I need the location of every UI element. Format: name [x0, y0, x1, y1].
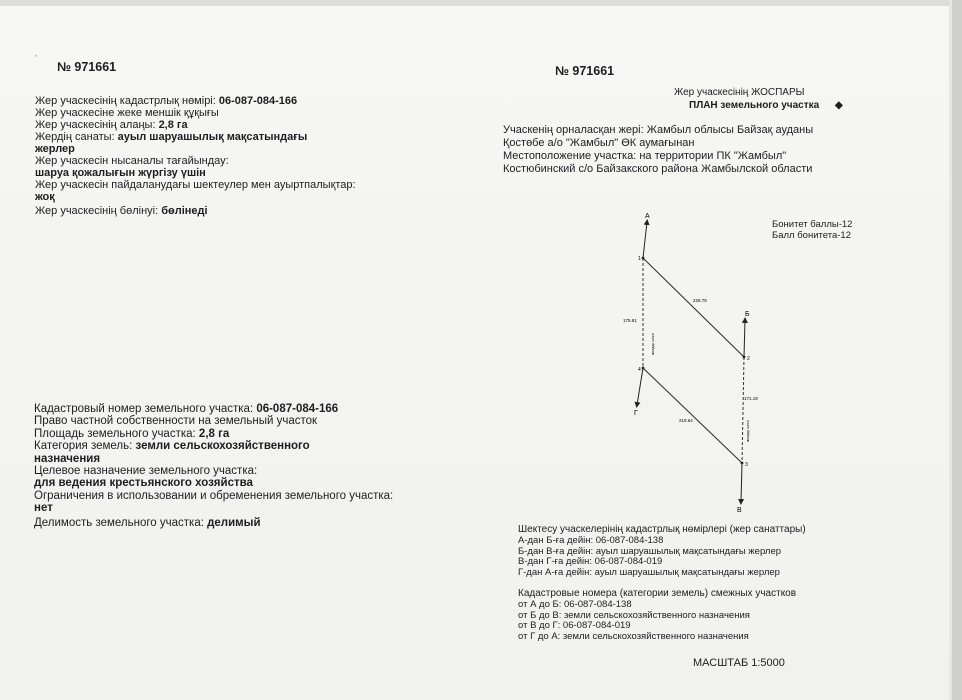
corner-dot-2 — [743, 356, 746, 359]
info-line-kz-9: жоқ — [35, 191, 55, 203]
info-line-ru-1: Кадастровый номер земельного участка: 06-087-084-166 — [34, 403, 339, 415]
corner-dot-3 — [741, 462, 744, 465]
road-label-left: жолдар шекті — [651, 333, 655, 355]
info-line-kz-8: Жер учаскесін пайдаланудағы шектеулер мен ауыртпалықтар: — [35, 179, 356, 191]
adjacent-ru-2: от Б до В: земли сельскохозяйственного назначения — [518, 609, 750, 621]
info-line-kz-4: Жердің санаты: ауыл шаруашылық мақсатындағы — [35, 131, 308, 143]
location-line-3: Местоположение участка: на территории ПК "Жамбыл" — [503, 150, 787, 162]
edge-length-2-3: 171.19 — [744, 396, 758, 401]
corner-label-2: 2 — [747, 356, 750, 362]
road-label-right: жолдар шекті — [746, 420, 750, 442]
adjacent-kz-1: А-дан Б-ға дейін: 06-087-084-138 — [518, 535, 664, 546]
plan-title-kz: Жер учаскесінің ЖОСПАРЫ — [674, 87, 805, 98]
info-line-ru-7: для ведения крестьянского хозяйства — [34, 477, 253, 490]
adjacent-ru-3: от В до Г: 06-087-084-019 — [518, 620, 631, 632]
bonitet-kz: Бонитет баллы-12 — [772, 219, 853, 230]
info-line-kz-2: Жер учаскесіне жеке меншік құқығы — [35, 107, 219, 119]
certificate-number-left: № 971661 — [57, 60, 117, 74]
edge-length-4-3: 219.64 — [679, 418, 693, 423]
corner-dot-1 — [642, 257, 645, 260]
location-line-4: Костюбинский с/о Байзакского района Жамбылской области — [503, 163, 813, 175]
boundary-2-3 — [742, 357, 744, 463]
adjacent-ru-list — [518, 600, 750, 643]
edge-length-1-4: 175.81 — [623, 318, 637, 323]
info-line-ru-5: назначения — [34, 452, 101, 465]
direction-label-g: Г — [634, 410, 638, 417]
arrow-g — [637, 368, 643, 405]
info-line-ru-6: Целевое назначение земельного участка: — [34, 465, 258, 478]
info-line-ru-8: Ограничения в использовании и обременения земельного участка: — [34, 489, 394, 502]
info-line-kz-10: Жер учаскесінің бөлінуі: бөлінеді — [35, 205, 208, 217]
info-line-kz-5: жерлер — [35, 143, 75, 155]
corner-label-4: 4 — [638, 367, 641, 373]
location-line-2: Қостөбе а/о "Жамбыл" ӨК аумағынан — [503, 137, 695, 149]
arrow-v — [741, 463, 742, 502]
adjacent-kz-3: В-дан Г-ға дейін: 06-087-084-019 — [518, 556, 663, 568]
plan-title-ru: ПЛАН земельного участка — [689, 100, 820, 111]
direction-label-a: А — [645, 213, 650, 220]
certificate-number-right: № 971661 — [555, 64, 615, 78]
corner-dot-4 — [642, 367, 645, 370]
adjacent-kz-2: Б-дан В-ға дейін: ауыл шаруашылық мақсатындағы жерлер — [518, 545, 782, 557]
adjacent-ru-1: от А до Б: 06-087-084-138 — [518, 599, 632, 610]
adjacent-kz-4: Г-дан А-ға дейін: ауыл шаруашылық мақсатындағы жерлер — [518, 567, 780, 579]
adjacent-ru-title: Кадастровые номера (категории земель) смежных участков — [518, 588, 797, 599]
info-line-ru-4: Категория земель: земли сельскохозяйственного — [34, 440, 310, 453]
direction-label-b: Б — [745, 311, 750, 318]
info-line-kz-7: шаруа қожалығын жүргізу үшін — [35, 167, 206, 179]
bonitet-ru: Балл бонитета-12 — [772, 230, 851, 241]
corner-mark: ’ — [35, 54, 37, 63]
info-line-kz-3: Жер учаскесінің алаңы: 2,8 га — [35, 119, 188, 131]
adjacent-kz-list — [518, 536, 781, 579]
location-line-1: Учаскенің орналасқан жері: Жамбыл облысы Байзақ ауданы — [503, 124, 814, 136]
arrow-a — [643, 222, 647, 258]
direction-label-v: В — [737, 507, 742, 514]
boundary-4-3 — [643, 368, 742, 463]
edge-length-1-2: 228.75 — [693, 298, 707, 303]
info-line-ru-9: нет — [34, 502, 53, 515]
info-line-kz-1: Жер учаскесінің кадастрлық нөмірі: 06-087-084-166 — [35, 95, 298, 107]
plan-scale: МАСШТАБ 1:5000 — [693, 657, 785, 669]
corner-label-3: 3 — [745, 462, 748, 468]
adjacent-kz-title: Шектесу учаскелерінің кадастрлық нөмірлері (жер санаттары) — [518, 524, 806, 535]
corner-label-1: 1 — [638, 256, 641, 262]
info-line-ru-3: Площадь земельного участка: 2,8 га — [34, 427, 230, 440]
boundary-1-2 — [643, 258, 744, 357]
info-line-ru-2: Право частной собственности на земельный участок — [34, 415, 318, 428]
info-line-ru-10: Делимость земельного участка: делимый — [34, 516, 261, 529]
adjacent-ru-4: от Г до А: земли сельскохозяйственного назначения — [518, 631, 749, 643]
ink-mark: ◆ — [835, 100, 843, 111]
arrow-b — [744, 320, 745, 357]
info-line-kz-6: Жер учаскесін нысаналы тағайындау: — [35, 155, 229, 167]
